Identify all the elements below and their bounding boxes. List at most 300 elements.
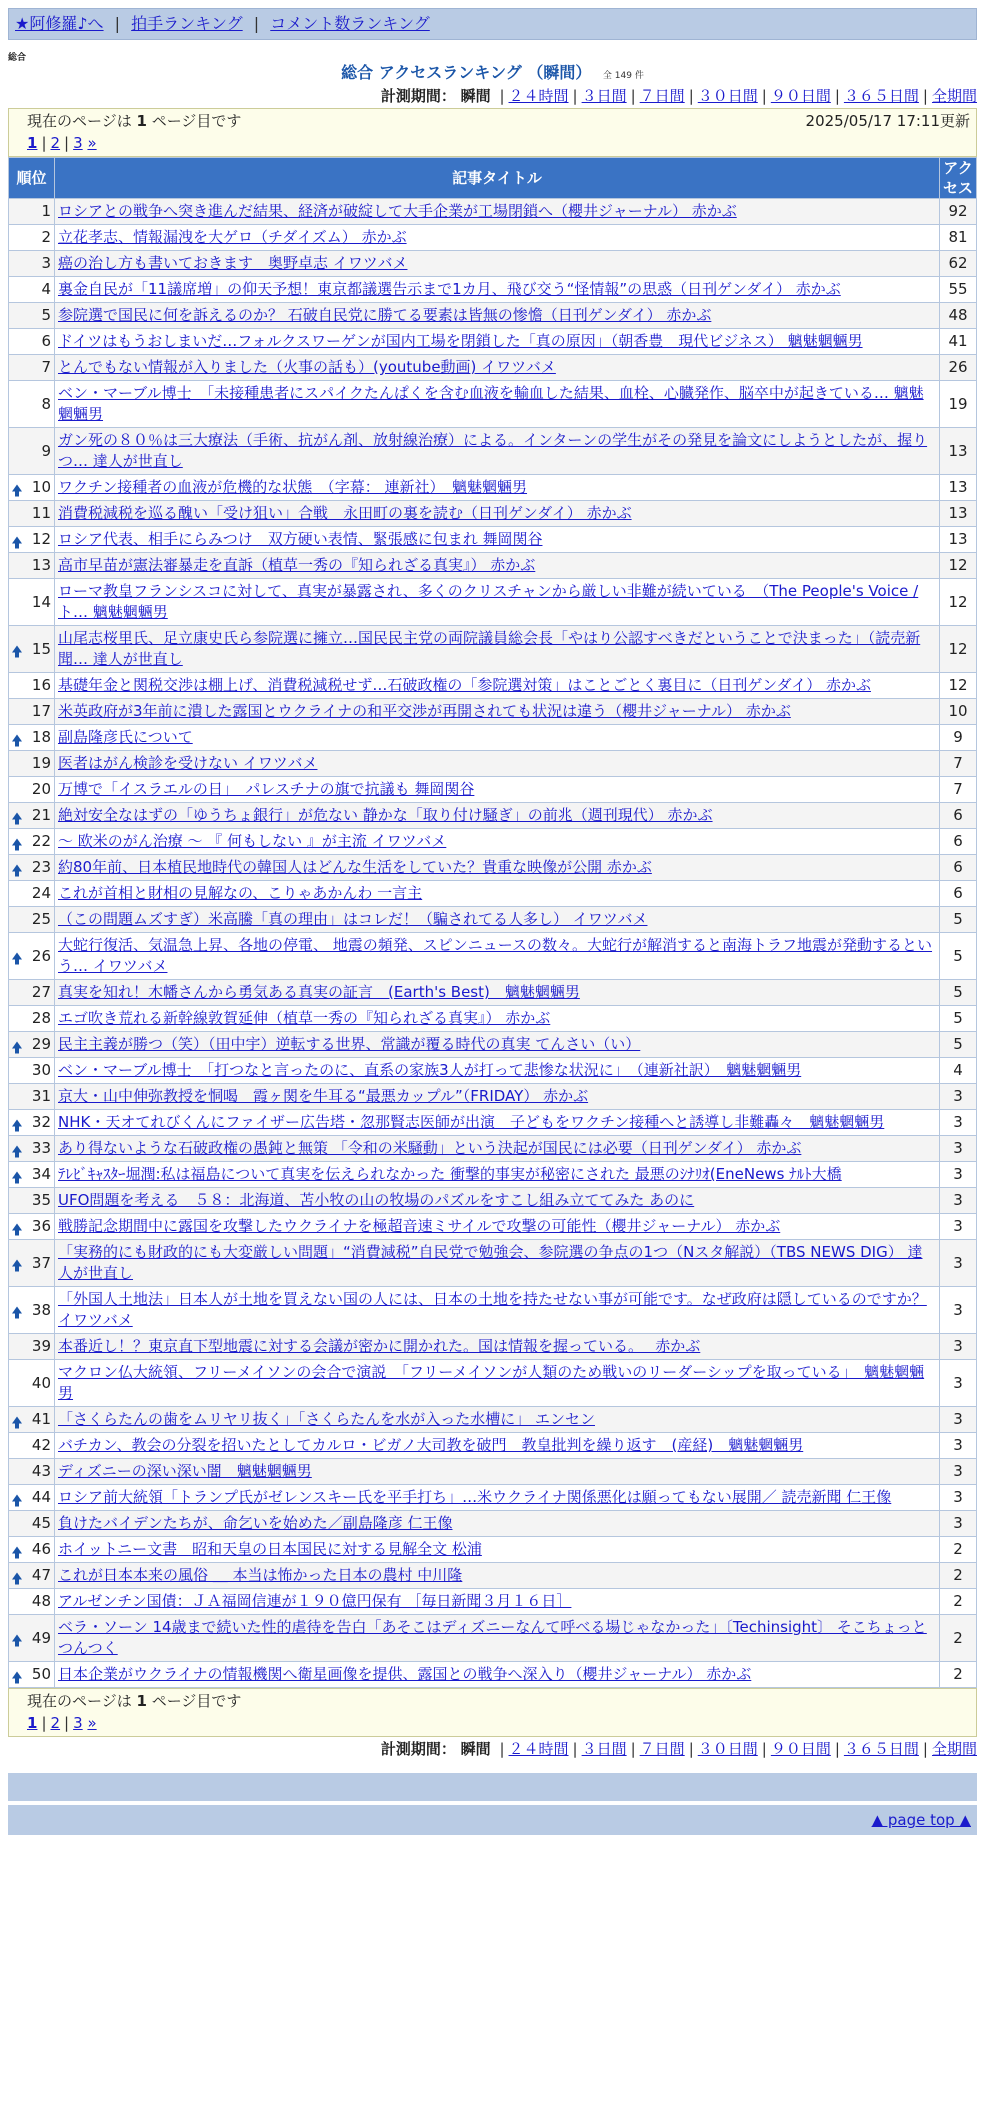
title-cell: [55, 251, 940, 277]
period-separator: |: [499, 1740, 505, 1758]
article-title-link[interactable]: これが日本本来の風俗 ＿ 本当は怖かった日本の農村 中川隆: [58, 1566, 463, 1584]
title-cell: [55, 1334, 940, 1360]
period-separator: |: [922, 87, 928, 105]
rank-number: 50: [31, 1665, 51, 1683]
rank-cell: [9, 699, 55, 725]
table-row: [9, 907, 977, 933]
period-links: [495, 1740, 977, 1758]
article-title-link[interactable]: ベン・マーブル博士 「打つなと言ったのに、直系の家族3人が打って悲惨な状況に」 （連新社訳） 魑魅魍魎男: [58, 1061, 802, 1079]
table-row: [9, 1662, 977, 1688]
article-title-link[interactable]: 大蛇行復活、気温急上昇、各地の停電、 地震の頻発、スピンニュースの数々。大蛇行が解消すると南海トラフ地震が発動するという… イワツバメ: [58, 936, 933, 975]
footer-bar: [8, 1773, 977, 1801]
period-links: [495, 87, 977, 105]
rank-number: 17: [31, 702, 51, 720]
table-row: [9, 251, 977, 277]
pagination-bottom: [8, 1688, 977, 1737]
rank-number: 45: [31, 1514, 51, 1532]
article-title-link[interactable]: 戦勝記念期間中に露国を攻撃したウクライナを極超音速ミサイルで攻撃の可能性（櫻井ジャーナル） 赤かぶ: [58, 1217, 781, 1235]
rank-number: 48: [31, 1592, 51, 1610]
article-title-link[interactable]: 真実を知れ！木幡さんから勇気ある真実の証言 (Earth's Best) 魑魅魍魎男: [58, 983, 580, 1001]
table-row: [9, 527, 977, 553]
page-separator: |: [41, 134, 47, 152]
next-page-link[interactable]: »: [87, 1714, 97, 1732]
period-label: 計測期間：: [380, 1740, 456, 1758]
rank-cell: [9, 1006, 55, 1032]
rank-number: 28: [31, 1009, 51, 1027]
table-row: [9, 579, 977, 626]
period-link-2[interactable]: ７日間: [639, 1740, 685, 1758]
rank-cell: [9, 933, 55, 980]
rank-cell: [9, 1485, 55, 1511]
rank-cell: [9, 673, 55, 699]
rank-number: 7: [41, 358, 51, 376]
period-selector-top: [8, 84, 977, 108]
page-links: [27, 132, 970, 154]
article-title-link[interactable]: ﾃﾚﾋﾞｷｬｽﾀｰ堀潤:私は福島について真実を伝えられなかった 衝撃的事実が秘密にされた 最悪のｼﾅﾘｵ(EneNews ﾅﾙﾄ大橋: [58, 1165, 842, 1183]
period-link-6[interactable]: 全期間: [931, 87, 977, 105]
rank-up-arrow-icon: [12, 812, 22, 819]
rank-number: 38: [31, 1300, 51, 1319]
top-navigation: [8, 8, 977, 40]
rank-up-arrow-icon: [12, 734, 22, 741]
access-count: 19: [940, 381, 977, 428]
current-page-number: 1: [136, 1692, 147, 1710]
article-title-link[interactable]: ディズニーの深い深い闇 魑魅魍魎男: [58, 1462, 312, 1480]
rank-number: 20: [31, 780, 51, 798]
article-title-link[interactable]: 高市早苗が憲法審暴走を直訴（植草一秀の『知られざる真実』） 赤かぶ: [58, 556, 536, 574]
period-link-2[interactable]: ７日間: [639, 87, 685, 105]
title-cell: [55, 1485, 940, 1511]
rank-up-arrow-icon: [12, 1671, 22, 1678]
page-link-2[interactable]: 2: [50, 1714, 61, 1732]
title-cell: [55, 751, 940, 777]
rank-cell: [9, 381, 55, 428]
rank-number: 24: [31, 884, 51, 902]
table-row: [9, 1407, 977, 1433]
period-label: 計測期間：: [380, 87, 456, 105]
period-separator: |: [630, 1740, 636, 1758]
table-row: [9, 1240, 977, 1287]
title-cell: [55, 933, 940, 980]
rank-cell: [9, 1136, 55, 1162]
period-separator: |: [834, 1740, 840, 1758]
article-title-link[interactable]: 「外国人土地法」日本人が土地を買えない国の人には、日本の土地を持たせない事が可能です。なぜ政府は隠しているのですか？ イワツバメ: [58, 1290, 927, 1329]
article-title-link[interactable]: ～ 欧米のがん治療 ～ 『 何もしない 』が主流 イワツバメ: [58, 832, 447, 850]
article-title-link[interactable]: 癌の治し方も書いておきます 奥野卓志 イワツバメ: [58, 254, 408, 272]
access-count: 4: [940, 1058, 977, 1084]
article-title-link[interactable]: 本番近し！？東京直下型地震に対する会議が密かに開かれた。国は情報を握っている。 赤かぶ: [58, 1337, 701, 1355]
article-title-link[interactable]: 基礎年金と関税交渉は棚上げ、消費税減税せず…石破政権の「参院選対策」はことごとく裏目に（日刊ゲンダイ） 赤かぶ: [58, 676, 871, 694]
period-separator: |: [834, 87, 840, 105]
access-count: 13: [940, 527, 977, 553]
page-top-link[interactable]: ▲ page top ▲: [871, 1811, 971, 1829]
rank-up-arrow-icon: [12, 1223, 22, 1230]
title-cell: [55, 881, 940, 907]
home-link[interactable]: ★阿修羅♪へ: [15, 14, 104, 33]
rank-number: 34: [31, 1165, 51, 1183]
access-count: 3: [940, 1459, 977, 1485]
article-title-link[interactable]: 裏金自民が「11議席増」の仰天予想！東京都議選告示まで1カ月、飛び交う“怪情報”の思惑（日刊ゲンダイ） 赤かぶ: [58, 280, 841, 298]
table-row: [9, 1615, 977, 1662]
table-row: [9, 1563, 977, 1589]
rank-up-arrow-icon: [12, 1119, 22, 1126]
rank-cell: [9, 277, 55, 303]
rank-cell: [9, 1563, 55, 1589]
title-cell: [55, 1110, 940, 1136]
current-page-prefix: 現在のページは: [27, 1692, 132, 1710]
rank-up-arrow-icon: [12, 838, 22, 845]
table-row: [9, 381, 977, 428]
rank-number: 31: [31, 1087, 51, 1105]
article-title-link[interactable]: ロシアとの戦争へ突き進んだ結果、経済が破綻して大手企業が工場閉鎖へ（櫻井ジャーナル） 赤かぶ: [58, 202, 737, 220]
article-title-link[interactable]: 米英政府が3年前に潰した露国とウクライナの和平交渉が再開されても状況は違う（櫻井ジャーナル） 赤かぶ: [58, 702, 791, 720]
table-row: [9, 355, 977, 381]
article-title-link[interactable]: ホイットニー文書 昭和天皇の日本国民に対する見解全文 松浦: [58, 1540, 482, 1558]
period-link-0[interactable]: ２４時間: [508, 1740, 569, 1758]
article-title-link[interactable]: ロシア前大統領「トランプ氏がゼレンスキー氏を平手打ち」…米ウクライナ関係悪化は願ってもない展開／ 読売新聞 仁王像: [58, 1488, 892, 1506]
rank-cell: [9, 1287, 55, 1334]
rank-cell: [9, 1511, 55, 1537]
article-title-link[interactable]: NHK・天オてれびくんにファイザー広告塔・忽那賢志医師が出演 子どもをワクチン接種へと誘導し非難轟々 魑魅魍魎男: [58, 1113, 885, 1131]
article-title-link[interactable]: 絶対安全なはずの「ゆうちょ銀行」が危ない 静かな「取り付け騒ぎ」の前兆（週刊現代） 赤かぶ: [58, 806, 713, 824]
rank-number: 32: [31, 1113, 51, 1131]
page-link-3[interactable]: 3: [73, 1714, 83, 1732]
article-title-link[interactable]: マクロン仏大統領、フリーメイソンの会合で演説 「フリーメイソンが人類のため戦いのリーダーシップを取っている」 魑魅魍魎男: [58, 1363, 925, 1402]
title-cell: [55, 980, 940, 1006]
current-page-text: [27, 1691, 241, 1712]
access-count: 5: [940, 933, 977, 980]
article-title-link[interactable]: エゴ吹き荒れる新幹線敦賀延伸（植草一秀の『知られざる真実』） 赤かぶ: [58, 1009, 551, 1027]
article-title-link[interactable]: ローマ教皇フランシスコに対して、真実が暴露され、多くのクリスチャンから厳しい非難が続いている （The People's Voice / ト… 魑魅魍魎男: [58, 582, 919, 621]
period-link-3[interactable]: ３０日間: [697, 87, 758, 105]
rank-up-arrow-icon: [12, 484, 22, 491]
period-link-4[interactable]: ９０日間: [770, 1740, 831, 1758]
period-link-0[interactable]: ２４時間: [508, 87, 569, 105]
rank-cell: [9, 225, 55, 251]
title-cell: [55, 329, 940, 355]
period-link-5[interactable]: ３６５日間: [843, 1740, 919, 1758]
title-cell: [55, 1433, 940, 1459]
access-count: 81: [940, 225, 977, 251]
access-count: 9: [940, 725, 977, 751]
title-cell: [55, 303, 940, 329]
article-title-link[interactable]: ロシア代表、相手にらみつけ 双方硬い表情、緊張感に包まれ 舞岡関谷: [58, 530, 543, 548]
article-title-link[interactable]: （この問題ムズすぎ）米高騰「真の理由」はコレだ！（騙されてる人多し） イワツバメ: [58, 910, 648, 928]
period-link-1[interactable]: ３日間: [581, 1740, 627, 1758]
table-row: [9, 803, 977, 829]
table-row: [9, 1110, 977, 1136]
rank-cell: [9, 553, 55, 579]
article-title-link[interactable]: ベン・マーブル博士 「未接種患者にスパイクたんぱくを含む血液を輸血した結果、血栓、心臓発作、脳卒中が起きている… 魑魅魍魎男: [58, 384, 924, 423]
rank-cell: [9, 1058, 55, 1084]
title-cell: [55, 1662, 940, 1688]
article-title-link[interactable]: UFO問題を考える ５８：北海道、苫小牧の山の牧場のパズルをすこし組み立ててみた あのに: [58, 1191, 695, 1209]
table-row: [9, 1589, 977, 1615]
access-count: 3: [940, 1188, 977, 1214]
rank-number: 16: [31, 676, 51, 694]
rank-number: 43: [31, 1462, 51, 1480]
page-link-1[interactable]: 1: [27, 134, 38, 152]
rank-cell: [9, 1240, 55, 1287]
access-count: 6: [940, 829, 977, 855]
table-row: [9, 1459, 977, 1485]
pagination-info-row: [27, 111, 970, 132]
rank-cell: [9, 355, 55, 381]
table-row: [9, 199, 977, 225]
article-title-link[interactable]: 参院選で国民に何を訴えるのか？ 石破自民党に勝てる要素は皆無の惨憺（日刊ゲンダイ） 赤かぶ: [58, 306, 712, 324]
article-title-link[interactable]: 医者はがん検診を受けない イワツバメ: [58, 754, 318, 772]
rank-number: 8: [41, 394, 51, 413]
access-count: 2: [940, 1662, 977, 1688]
access-count: 5: [940, 907, 977, 933]
table-row: [9, 1058, 977, 1084]
article-title-link[interactable]: 立花孝志、情報漏洩を大ゲロ（チダイズム） 赤かぶ: [58, 228, 407, 246]
title-cell: [55, 1615, 940, 1662]
access-count: 12: [940, 673, 977, 699]
rank-cell: [9, 751, 55, 777]
period-separator: |: [922, 1740, 928, 1758]
category-label: 総合: [8, 53, 27, 63]
title-cell: [55, 553, 940, 579]
title-cell: [55, 527, 940, 553]
access-count: 3: [940, 1136, 977, 1162]
title-cell: [55, 1214, 940, 1240]
applause-ranking-link[interactable]: 拍手ランキング: [131, 14, 243, 33]
rank-cell: [9, 251, 55, 277]
period-separator: |: [572, 1740, 578, 1758]
page-link-1[interactable]: 1: [27, 1714, 38, 1732]
title-cell: [55, 1287, 940, 1334]
table-row: [9, 980, 977, 1006]
page-link-2[interactable]: 2: [50, 134, 61, 152]
table-row: [9, 1537, 977, 1563]
rank-number: 37: [31, 1253, 51, 1272]
title-cell: [55, 1240, 940, 1287]
article-title-link[interactable]: 「実務的にも財政的にも大変厳しい問題」“消費減税”自民党で勉強会、参院選の争点の1つ（Nスタ解説）（TBS NEWS DIG） 達人が世直し: [58, 1243, 923, 1282]
article-title-link[interactable]: 山尾志桜里氏、足立康史氏ら参院選に擁立…国民民主党の両院議員総会長「やはり公認すべきだということで決まった」（読売新聞… 達人が世直し: [58, 629, 921, 668]
table-row: [9, 751, 977, 777]
current-page-prefix: 現在のページは: [27, 112, 132, 130]
access-count: 13: [940, 428, 977, 475]
rank-cell: [9, 829, 55, 855]
article-title-link[interactable]: 副島隆彦氏について: [58, 728, 193, 746]
access-count: 62: [940, 251, 977, 277]
ranking-table: [8, 157, 977, 1688]
rank-number: 46: [31, 1540, 51, 1558]
rank-number: 18: [31, 728, 51, 746]
next-page-link[interactable]: »: [87, 134, 97, 152]
access-count: 12: [940, 579, 977, 626]
rank-number: 21: [31, 806, 51, 824]
rank-number: 10: [31, 478, 51, 496]
title-cell: [55, 1058, 940, 1084]
article-title-link[interactable]: とんでもない情報が入りました（火事の話も）(youtube動画) イワツバメ: [58, 358, 556, 376]
rank-number: 14: [31, 592, 51, 611]
rank-number: 23: [31, 858, 51, 876]
article-title-link[interactable]: 民主主義が勝つ（笑）（田中宇）逆転する世界、常識が覆る時代の真実 てんさい（い）: [58, 1035, 641, 1053]
article-title-link[interactable]: 「さくらたんの歯をムリヤリ抜く」「さくらたんを水が入った水槽に」 エンセン: [58, 1410, 595, 1428]
rank-number: 26: [31, 946, 51, 965]
table-row: [9, 1334, 977, 1360]
page-separator: |: [64, 1714, 70, 1732]
table-row: [9, 475, 977, 501]
rank-cell: [9, 1360, 55, 1407]
rank-cell: [9, 881, 55, 907]
article-title-link[interactable]: ガン死の８０％は三大療法（手術、抗がん剤、放射線治療）による。インターンの学生がその発見を論文にしようとしたが、握りつ… 達人が世直し: [58, 431, 928, 470]
rank-cell: [9, 1589, 55, 1615]
rank-cell: [9, 626, 55, 673]
rank-cell: [9, 1334, 55, 1360]
title-cell: [55, 699, 940, 725]
rank-cell: [9, 725, 55, 751]
article-title-link[interactable]: 負けたバイデンたちが、命乞いを始めた／副島隆彦 仁王像: [58, 1514, 453, 1532]
table-row: [9, 225, 977, 251]
period-separator: |: [630, 87, 636, 105]
title-cell: [55, 1084, 940, 1110]
period-separator: |: [572, 87, 578, 105]
rank-number: 4: [41, 280, 51, 298]
table-row: [9, 277, 977, 303]
article-title-link[interactable]: アルゼンチン国債：ＪＡ福岡信連が１９０億円保有 ［毎日新聞３月１６日］: [58, 1592, 572, 1610]
access-count: 12: [940, 626, 977, 673]
access-count: 2: [940, 1537, 977, 1563]
rank-cell: [9, 1188, 55, 1214]
current-page-suffix: ページ目です: [151, 1692, 242, 1710]
page-title: [8, 62, 977, 84]
title-header: 記事タイトル: [55, 158, 940, 199]
table-row: [9, 501, 977, 527]
title-cell: [55, 428, 940, 475]
table-row: [9, 1032, 977, 1058]
table-row: [9, 1084, 977, 1110]
rank-cell: [9, 777, 55, 803]
rank-number: 19: [31, 754, 51, 772]
rank-cell: [9, 329, 55, 355]
table-row: [9, 1485, 977, 1511]
rank-up-arrow-icon: [12, 1572, 22, 1579]
access-count: 6: [940, 855, 977, 881]
access-count: 3: [940, 1110, 977, 1136]
period-link-3[interactable]: ３０日間: [697, 1740, 758, 1758]
access-count: 13: [940, 501, 977, 527]
ranking-title: 総合 アクセスランキング （瞬間）: [341, 63, 592, 82]
title-cell: [55, 579, 940, 626]
access-count: 55: [940, 277, 977, 303]
title-cell: [55, 1511, 940, 1537]
pagination-info-row: [27, 1691, 970, 1712]
rank-number: 47: [31, 1566, 51, 1584]
table-row: [9, 777, 977, 803]
rank-number: 22: [31, 832, 51, 850]
article-title-link[interactable]: 京大・山中伸弥教授を恫喝 霞ヶ関を牛耳る“最悪カップル”（FRIDAY） 赤かぶ: [58, 1087, 589, 1105]
rank-number: 33: [31, 1139, 51, 1157]
period-link-1[interactable]: ３日間: [581, 87, 627, 105]
title-cell: [55, 725, 940, 751]
access-count: 2: [940, 1563, 977, 1589]
rank-up-arrow-icon: [12, 1494, 22, 1501]
article-title-link[interactable]: あり得ないような石破政権の愚鈍と無策 「令和の米騒動」という決起が国民には必要（日刊ゲンダイ） 赤かぶ: [58, 1139, 802, 1157]
rank-cell: [9, 1110, 55, 1136]
access-count: 3: [940, 1287, 977, 1334]
access-count: 13: [940, 475, 977, 501]
rank-cell: [9, 907, 55, 933]
table-row: [9, 1511, 977, 1537]
table-row: [9, 553, 977, 579]
period-separator: |: [761, 87, 767, 105]
period-link-5[interactable]: ３６５日間: [843, 87, 919, 105]
table-row: [9, 855, 977, 881]
title-cell: [55, 777, 940, 803]
rank-number: 29: [31, 1035, 51, 1053]
rank-header: 順位: [9, 158, 55, 199]
table-row: [9, 1188, 977, 1214]
title-cell: [55, 1032, 940, 1058]
article-title-link[interactable]: 消費税減税を巡る醜い「受け狙い」合戦 永田町の裏を読む（日刊ゲンダイ） 赤かぶ: [58, 504, 632, 522]
period-link-4[interactable]: ９０日間: [770, 87, 831, 105]
article-title-link[interactable]: 日本企業がウクライナの情報機関へ衛星画像を提供、露国との戦争へ深入り（櫻井ジャーナル） 赤かぶ: [58, 1665, 752, 1683]
current-page-suffix: ページ目です: [151, 112, 242, 130]
access-count: 6: [940, 803, 977, 829]
rank-up-arrow-icon: [12, 1041, 22, 1048]
title-cell: [55, 1407, 940, 1433]
rank-number: 27: [31, 983, 51, 1001]
access-count: 2: [940, 1589, 977, 1615]
rank-up-arrow-icon: [12, 1416, 22, 1423]
access-count: 92: [940, 199, 977, 225]
rank-up-arrow-icon: [12, 1260, 22, 1267]
page-separator: |: [41, 1714, 47, 1732]
article-title-link[interactable]: 万博で「イスラエルの日」 パレスチナの旗で抗議も 舞岡関谷: [58, 780, 475, 798]
article-title-link[interactable]: ワクチン接種者の血液が危機的な状態 （字幕： 連新社） 魑魅魍魎男: [58, 478, 528, 496]
comment-ranking-link[interactable]: コメント数ランキング: [270, 14, 430, 33]
rank-cell: [9, 1407, 55, 1433]
rank-up-arrow-icon: [12, 1307, 22, 1314]
rank-number: 42: [31, 1436, 51, 1454]
table-row: [9, 881, 977, 907]
rank-cell: [9, 855, 55, 881]
period-link-6[interactable]: 全期間: [931, 1740, 977, 1758]
table-row: [9, 1006, 977, 1032]
article-title-link[interactable]: これが首相と財相の見解なの、こりゃあかんわ 一言主: [58, 884, 423, 902]
rank-number: 3: [41, 254, 51, 272]
title-cell: [55, 199, 940, 225]
table-row: [9, 673, 977, 699]
page-link-3[interactable]: 3: [73, 134, 83, 152]
article-title-link[interactable]: ベラ・ソーン 14歳まで続いた性的虐待を告白「あそこはディズニーなんて呼べる場じゃなかった」〔Techinsight〕 そこちょっとつんつく: [58, 1618, 927, 1657]
rank-cell: [9, 1459, 55, 1485]
rank-cell: [9, 475, 55, 501]
article-title-link[interactable]: ドイツはもうおしまいだ…フォルクスワーゲンが国内工場を閉鎖した「真の原因」（朝香豊 現代ビジネス） 魑魅魍魎男: [58, 332, 863, 350]
access-header: アクセス: [940, 158, 977, 199]
table-row: [9, 829, 977, 855]
article-title-link[interactable]: 約80年前、日本植民地時代の韓国人はどんな生活をしていた？貴重な映像が公開 赤かぶ: [58, 858, 652, 876]
updated-timestamp: 2025/05/17 17:11更新: [805, 112, 970, 130]
access-count: 3: [940, 1407, 977, 1433]
table-header-row: [9, 158, 977, 199]
access-count: 3: [940, 1334, 977, 1360]
rank-up-arrow-icon: [12, 1145, 22, 1152]
title-cell: [55, 355, 940, 381]
rank-cell: [9, 579, 55, 626]
rank-cell: [9, 428, 55, 475]
rank-number: 5: [41, 306, 51, 324]
access-count: 3: [940, 1511, 977, 1537]
title-cell: [55, 225, 940, 251]
table-row: [9, 626, 977, 673]
current-page-number: 1: [136, 112, 147, 130]
period-separator: |: [688, 87, 694, 105]
article-title-link[interactable]: バチカン、教会の分裂を招いたとしてカルロ・ビガノ大司教を破門 教皇批判を繰り返す (産経) 魑魅魍魎男: [58, 1436, 804, 1454]
